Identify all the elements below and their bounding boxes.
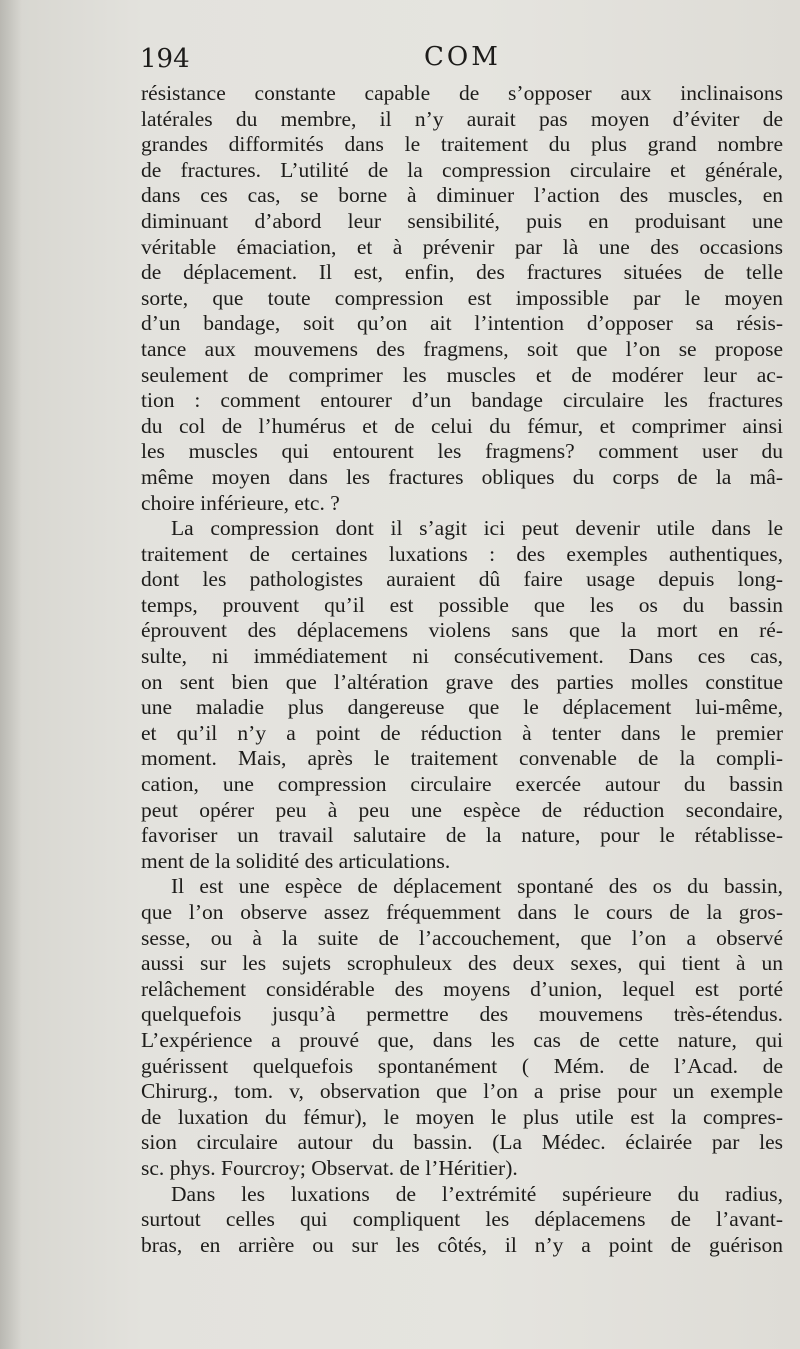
paragraph	[141, 81, 783, 516]
text-line: une maladie plus dangereuse que le déplacement lui-même,	[141, 695, 783, 720]
binding-shadow	[0, 0, 22, 1349]
text-line: moment. Mais, après le traitement convenable de la compli-	[141, 746, 783, 771]
text-line: surtout celles qui compliquent les déplacemens de l’avant-	[141, 1207, 783, 1232]
text-line: traitement de certaines luxations : des exemples authentiques,	[141, 541, 783, 566]
text-line: Il est une espèce de déplacement spontané des os du bassin,	[171, 874, 783, 899]
text-line: dont les pathologistes auraient dû faire usage depuis long-	[141, 567, 783, 592]
text-line: éprouvent des déplacemens violens sans que la mort en ré-	[141, 618, 783, 643]
text-line: tance aux mouvemens des fragmens, soit que l’on se propose	[141, 336, 783, 361]
text-line: on sent bien que l’altération grave des parties molles constitue	[141, 669, 783, 694]
text-line: même moyen dans les fractures obliques du corps de la mâ-	[141, 464, 783, 489]
page-number: 194	[140, 44, 190, 74]
text-line: de fractures. L’utilité de la compression circulaire et générale,	[141, 157, 783, 182]
text-line: favoriser un travail salutaire de la nature, pour le rétablisse-	[141, 823, 783, 848]
text-line: sion circulaire autour du bassin. (La Médec. éclairée par les	[141, 1130, 783, 1155]
text-line: cation, une compression circulaire exercée autour du bassin	[141, 772, 783, 797]
text-line: quelquefois jusqu’à permettre des mouvemens très-étendus.	[141, 1002, 783, 1027]
text-line: peut opérer peu à peu une espèce de réduction secondaire,	[141, 797, 783, 822]
running-title: COM	[424, 42, 501, 72]
text-line: que l’on observe assez fréquemment dans le cours de la gros-	[141, 900, 783, 924]
text-line: Chirurg., tom. v, observation que l’on a prise pour un exemple	[141, 1079, 783, 1104]
text-line: sorte, que toute compression est impossible par le moyen	[141, 285, 783, 310]
text-line: dans ces cas, se borne à diminuer l’action des muscles, en	[141, 183, 783, 208]
paragraph	[141, 516, 783, 874]
paragraph	[141, 874, 783, 1181]
text-line: diminuant d’abord leur sensibilité, puis en produisant une	[141, 208, 783, 233]
text-line: de déplacement. Il est, enfin, des fractures situées de telle	[141, 260, 783, 285]
text-line: latérales du membre, il n’y aurait pas moyen d’éviter de	[141, 106, 783, 131]
text-line: tion : comment entourer d’un bandage circulaire les fractures	[141, 388, 783, 413]
running-head	[140, 40, 760, 80]
text-line: sc. phys. Fourcroy; Observat. de l’Héritier).	[141, 1155, 518, 1180]
text-line: sulte, ni immédiatement ni consécutivement. Dans ces cas,	[141, 644, 783, 669]
text-line: relâchement considérable des moyens d’union, lequel est porté	[141, 976, 783, 1001]
text-line: sesse, ou à la suite de l’accouchement, que l’on a observé	[141, 925, 783, 950]
text-line: temps, prouvent qu’il est possible que les os du bassin	[141, 592, 783, 617]
text-line: guérissent quelquefois spontanément ( Mém. de l’Acad. de	[141, 1053, 783, 1078]
text-line: aussi sur les sujets scrophuleux des deux sexes, qui tient à un	[141, 951, 783, 976]
text-line: ment de la solidité des articulations.	[141, 848, 451, 873]
text-line: les muscles qui entourent les fragmens? comment user du	[141, 439, 783, 464]
text-line: seulement de comprimer les muscles et de modérer leur ac-	[141, 362, 783, 387]
text-line: du col de l’humérus et de celui du fémur, et comprimer ainsi	[141, 413, 783, 438]
text-line: Dans les luxations de l’extrémité supérieure du radius,	[171, 1181, 783, 1206]
text-line: et qu’il n’y a point de réduction à tenter dans le premier	[141, 720, 783, 745]
text-line: choire inférieure, etc. ?	[141, 490, 340, 515]
text-line: véritable émaciation, et à prévenir par là une des occasions	[141, 234, 783, 259]
text-line: La compression dont il s’agit ici peut devenir utile dans le	[171, 516, 783, 541]
text-line: d’un bandage, soit qu’on ait l’intention d’opposer sa résis-	[141, 311, 783, 336]
text-line: grandes difformités dans le traitement du plus grand nombre	[141, 132, 783, 157]
paragraph	[141, 1182, 783, 1259]
text-line: de luxation du fémur), le moyen le plus utile est la compres-	[141, 1104, 783, 1129]
body-text	[141, 81, 783, 1258]
text-line: L’expérience a prouvé que, dans les cas de cette nature, qui	[141, 1027, 783, 1052]
text-line: résistance constante capable de s’opposer aux inclinaisons	[141, 81, 783, 105]
text-line: bras, en arrière ou sur les côtés, il n’y a point de guérison	[141, 1232, 783, 1257]
